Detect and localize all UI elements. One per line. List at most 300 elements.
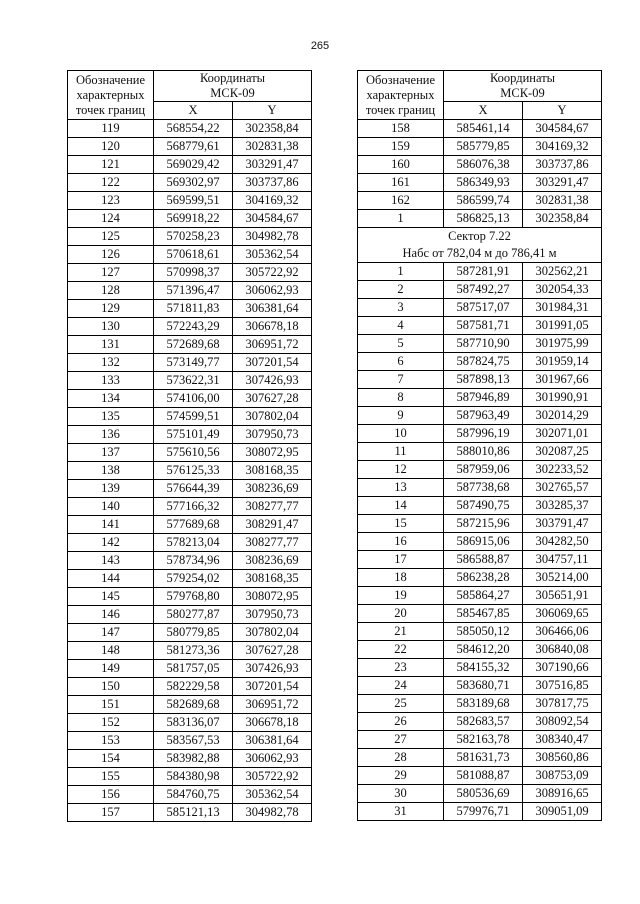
y-coordinate-cell: 306840,08 [523, 641, 602, 659]
point-number-cell: 127 [68, 264, 154, 282]
point-number-cell: 135 [68, 408, 154, 426]
x-coordinate-cell: 586076,38 [444, 156, 523, 174]
y-coordinate-cell: 302562,21 [523, 263, 602, 281]
x-coordinate-cell: 586238,28 [444, 569, 523, 587]
designation-header [68, 71, 154, 120]
point-number-cell: 15 [358, 515, 444, 533]
x-coordinate-cell: 578213,04 [154, 534, 233, 552]
y-coordinate-cell: 303737,86 [523, 156, 602, 174]
point-number-cell: 25 [358, 695, 444, 713]
x-coordinate-cell: 573149,77 [154, 354, 233, 372]
point-number-cell: 9 [358, 407, 444, 425]
point-number-cell: 2 [358, 281, 444, 299]
point-number-cell: 19 [358, 587, 444, 605]
y-coordinate-cell: 307201,54 [233, 354, 312, 372]
table-row [68, 408, 312, 426]
point-number-cell: 126 [68, 246, 154, 264]
y-coordinate-cell: 305722,92 [233, 264, 312, 282]
point-number-cell: 151 [68, 696, 154, 714]
y-coordinate-cell: 308168,35 [233, 570, 312, 588]
table-row [358, 605, 602, 623]
y-coordinate-cell: 304169,32 [233, 192, 312, 210]
x-coordinate-cell: 587517,07 [444, 299, 523, 317]
x-coordinate-cell: 582689,68 [154, 696, 233, 714]
table-row [68, 642, 312, 660]
table-row [358, 407, 602, 425]
x-coordinate-cell: 569029,42 [154, 156, 233, 174]
y-coordinate-cell: 301990,91 [523, 389, 602, 407]
table-row [68, 534, 312, 552]
coordinates-header [154, 71, 312, 102]
x-coordinate-cell: 568554,22 [154, 120, 233, 138]
designation-header-line: характерных [76, 87, 145, 102]
x-coordinate-cell: 575101,49 [154, 426, 233, 444]
x-coordinate-cell: 580779,85 [154, 624, 233, 642]
table-row [358, 749, 602, 767]
y-coordinate-cell: 303291,47 [523, 174, 602, 192]
y-coordinate-cell: 302831,38 [523, 192, 602, 210]
sector-subtitle: Набс от 782,04 м до 786,41 м [402, 246, 557, 260]
point-number-cell: 139 [68, 480, 154, 498]
table-row [358, 479, 602, 497]
header-row [68, 71, 312, 102]
x-coordinate-cell: 569302,97 [154, 174, 233, 192]
x-coordinate-cell: 571811,83 [154, 300, 233, 318]
x-coordinate-cell: 587710,90 [444, 335, 523, 353]
x-coordinate-cell: 585050,12 [444, 623, 523, 641]
y-coordinate-cell: 303791,47 [523, 515, 602, 533]
point-number-cell: 10 [358, 425, 444, 443]
x-coordinate-cell: 575610,56 [154, 444, 233, 462]
point-number-cell: 152 [68, 714, 154, 732]
x-coordinate-cell: 587898,13 [444, 371, 523, 389]
table-row [358, 677, 602, 695]
x-coordinate-cell: 579254,02 [154, 570, 233, 588]
x-coordinate-cell: 587946,89 [444, 389, 523, 407]
table-row [68, 804, 312, 822]
sector-title: Сектор 7.22 [448, 229, 511, 243]
y-coordinate-cell: 308753,09 [523, 767, 602, 785]
table-row [358, 174, 602, 192]
y-coordinate-cell: 301967,66 [523, 371, 602, 389]
point-number-cell: 121 [68, 156, 154, 174]
point-number-cell: 119 [68, 120, 154, 138]
table-row [68, 768, 312, 786]
x-coordinate-cell: 587490,75 [444, 497, 523, 515]
point-number-cell: 162 [358, 192, 444, 210]
table-row [68, 732, 312, 750]
designation-header-line: точек границ [365, 102, 436, 117]
y-coordinate-cell: 301991,05 [523, 317, 602, 335]
x-coordinate-cell: 585121,13 [154, 804, 233, 822]
y-coordinate-cell: 308236,69 [233, 552, 312, 570]
point-number-cell: 161 [358, 174, 444, 192]
y-coordinate-cell: 301984,31 [523, 299, 602, 317]
table-row [358, 335, 602, 353]
point-number-cell: 31 [358, 803, 444, 821]
y-coordinate-cell: 306951,72 [233, 336, 312, 354]
y-coordinate-cell: 302071,01 [523, 425, 602, 443]
table-row [68, 318, 312, 336]
designation-header-line: Обозначение [365, 72, 436, 87]
table-row [358, 281, 602, 299]
x-coordinate-cell: 568779,61 [154, 138, 233, 156]
y-coordinate-cell: 304757,11 [523, 551, 602, 569]
x-coordinate-cell: 573622,31 [154, 372, 233, 390]
point-number-cell: 29 [358, 767, 444, 785]
x-coordinate-cell: 574106,00 [154, 390, 233, 408]
point-number-cell: 1 [358, 263, 444, 281]
point-number-cell: 154 [68, 750, 154, 768]
y-coordinate-cell: 305722,92 [233, 768, 312, 786]
table-row [68, 624, 312, 642]
table-row [68, 300, 312, 318]
x-coordinate-cell: 585461,14 [444, 120, 523, 138]
table-row [358, 551, 602, 569]
point-number-cell: 124 [68, 210, 154, 228]
table-row [68, 192, 312, 210]
x-coordinate-cell: 585864,27 [444, 587, 523, 605]
point-number-cell: 4 [358, 317, 444, 335]
x-coordinate-cell: 574599,51 [154, 408, 233, 426]
table-row [358, 803, 602, 821]
table-row [358, 785, 602, 803]
table-row [358, 443, 602, 461]
y-column-header: Y [233, 102, 312, 120]
table-row [358, 263, 602, 281]
point-number-cell: 130 [68, 318, 154, 336]
table-row [68, 714, 312, 732]
x-coordinate-cell: 585467,85 [444, 605, 523, 623]
point-number-cell: 144 [68, 570, 154, 588]
x-coordinate-cell: 571396,47 [154, 282, 233, 300]
table-row [68, 606, 312, 624]
y-coordinate-cell: 305214,00 [523, 569, 602, 587]
x-coordinate-cell: 581631,73 [444, 749, 523, 767]
left-coordinates-table [67, 70, 312, 822]
table-row [358, 156, 602, 174]
point-number-cell: 26 [358, 713, 444, 731]
y-coordinate-cell: 302014,29 [523, 407, 602, 425]
y-coordinate-cell: 303737,86 [233, 174, 312, 192]
table-row [358, 731, 602, 749]
x-coordinate-cell: 572243,29 [154, 318, 233, 336]
y-coordinate-cell: 302054,33 [523, 281, 602, 299]
table-row [68, 498, 312, 516]
x-coordinate-cell: 587996,19 [444, 425, 523, 443]
header-row [358, 71, 602, 102]
x-coordinate-cell: 586599,74 [444, 192, 523, 210]
table-row [68, 390, 312, 408]
x-coordinate-cell: 570258,23 [154, 228, 233, 246]
point-number-cell: 137 [68, 444, 154, 462]
y-coordinate-cell: 307426,93 [233, 660, 312, 678]
coordinate-system-label: МСК-09 [500, 86, 545, 100]
y-coordinate-cell: 306381,64 [233, 732, 312, 750]
x-coordinate-cell: 569599,51 [154, 192, 233, 210]
point-number-cell: 18 [358, 569, 444, 587]
y-coordinate-cell: 301975,99 [523, 335, 602, 353]
table-row [358, 353, 602, 371]
point-number-cell: 3 [358, 299, 444, 317]
table-row [68, 210, 312, 228]
table-row [68, 246, 312, 264]
point-number-cell: 131 [68, 336, 154, 354]
x-coordinate-cell: 587581,71 [444, 317, 523, 335]
point-number-cell: 5 [358, 335, 444, 353]
point-number-cell: 160 [358, 156, 444, 174]
table-row [358, 192, 602, 210]
point-number-cell: 140 [68, 498, 154, 516]
y-coordinate-cell: 302765,57 [523, 479, 602, 497]
y-coordinate-cell: 308560,86 [523, 749, 602, 767]
y-coordinate-cell: 308340,47 [523, 731, 602, 749]
x-coordinate-cell: 587492,27 [444, 281, 523, 299]
x-coordinate-cell: 576644,39 [154, 480, 233, 498]
point-number-cell: 11 [358, 443, 444, 461]
table-row [358, 120, 602, 138]
y-coordinate-cell: 307190,66 [523, 659, 602, 677]
y-coordinate-cell: 305362,54 [233, 786, 312, 804]
y-coordinate-cell: 305651,91 [523, 587, 602, 605]
table-row [358, 461, 602, 479]
point-number-cell: 20 [358, 605, 444, 623]
x-coordinate-cell: 584155,32 [444, 659, 523, 677]
table-row [358, 299, 602, 317]
y-coordinate-cell: 302358,84 [523, 210, 602, 228]
x-coordinate-cell: 578734,96 [154, 552, 233, 570]
point-number-cell: 148 [68, 642, 154, 660]
point-number-cell: 149 [68, 660, 154, 678]
y-coordinate-cell: 306951,72 [233, 696, 312, 714]
point-number-cell: 156 [68, 786, 154, 804]
point-number-cell: 153 [68, 732, 154, 750]
table-row [68, 678, 312, 696]
point-number-cell: 30 [358, 785, 444, 803]
point-number-cell: 12 [358, 461, 444, 479]
table-row [358, 371, 602, 389]
point-number-cell: 28 [358, 749, 444, 767]
page-number: 265 [310, 40, 330, 52]
y-coordinate-cell: 307817,75 [523, 695, 602, 713]
point-number-cell: 13 [358, 479, 444, 497]
y-coordinate-cell: 304169,32 [523, 138, 602, 156]
table-row [68, 444, 312, 462]
y-coordinate-cell: 304982,78 [233, 228, 312, 246]
point-number-cell: 150 [68, 678, 154, 696]
y-coordinate-cell: 309051,09 [523, 803, 602, 821]
sector-row [358, 228, 602, 263]
y-coordinate-cell: 306069,65 [523, 605, 602, 623]
y-coordinate-cell: 308072,95 [233, 444, 312, 462]
table-row [358, 533, 602, 551]
table-row [68, 786, 312, 804]
point-number-cell: 120 [68, 138, 154, 156]
x-coordinate-cell: 584380,98 [154, 768, 233, 786]
point-number-cell: 24 [358, 677, 444, 695]
table-row [68, 696, 312, 714]
point-number-cell: 16 [358, 533, 444, 551]
point-number-cell: 132 [68, 354, 154, 372]
y-coordinate-cell: 308236,69 [233, 480, 312, 498]
x-coordinate-cell: 585779,85 [444, 138, 523, 156]
point-number-cell: 22 [358, 641, 444, 659]
y-coordinate-cell: 308291,47 [233, 516, 312, 534]
point-number-cell: 138 [68, 462, 154, 480]
table-row [358, 138, 602, 156]
table-row [68, 336, 312, 354]
table-row [358, 497, 602, 515]
point-number-cell: 134 [68, 390, 154, 408]
table-row [68, 516, 312, 534]
y-coordinate-cell: 305362,54 [233, 246, 312, 264]
table-row [68, 426, 312, 444]
table-row [68, 120, 312, 138]
table-row [68, 228, 312, 246]
y-coordinate-cell: 304584,67 [233, 210, 312, 228]
x-coordinate-cell: 579976,71 [444, 803, 523, 821]
x-column-header: X [444, 102, 523, 120]
table-row [358, 659, 602, 677]
table-row [358, 587, 602, 605]
y-coordinate-cell: 307950,73 [233, 606, 312, 624]
x-coordinate-cell: 586915,06 [444, 533, 523, 551]
table-row [68, 156, 312, 174]
x-coordinate-cell: 576125,33 [154, 462, 233, 480]
x-coordinate-cell: 572689,68 [154, 336, 233, 354]
point-number-cell: 129 [68, 300, 154, 318]
table-row [358, 767, 602, 785]
table-row [358, 695, 602, 713]
x-coordinate-cell: 577166,32 [154, 498, 233, 516]
point-number-cell: 155 [68, 768, 154, 786]
point-number-cell: 141 [68, 516, 154, 534]
point-number-cell: 146 [68, 606, 154, 624]
x-coordinate-cell: 582163,78 [444, 731, 523, 749]
x-coordinate-cell: 580277,87 [154, 606, 233, 624]
x-coordinate-cell: 587959,06 [444, 461, 523, 479]
x-coordinate-cell: 581273,36 [154, 642, 233, 660]
y-coordinate-cell: 307627,28 [233, 642, 312, 660]
point-number-cell: 128 [68, 282, 154, 300]
y-coordinate-cell: 304584,67 [523, 120, 602, 138]
y-coordinate-cell: 307426,93 [233, 372, 312, 390]
x-coordinate-cell: 581757,05 [154, 660, 233, 678]
y-coordinate-cell: 302831,38 [233, 138, 312, 156]
y-coordinate-cell: 301959,14 [523, 353, 602, 371]
point-number-cell: 6 [358, 353, 444, 371]
x-coordinate-cell: 582683,57 [444, 713, 523, 731]
y-coordinate-cell: 307627,28 [233, 390, 312, 408]
y-coordinate-cell: 302087,25 [523, 443, 602, 461]
x-coordinate-cell: 587738,68 [444, 479, 523, 497]
y-coordinate-cell: 303285,37 [523, 497, 602, 515]
y-coordinate-cell: 307516,85 [523, 677, 602, 695]
point-number-cell: 133 [68, 372, 154, 390]
table-row [358, 210, 602, 228]
table-row [68, 282, 312, 300]
table-row [68, 480, 312, 498]
y-coordinate-cell: 308277,77 [233, 498, 312, 516]
right-coordinates-table [357, 70, 602, 821]
point-number-cell: 27 [358, 731, 444, 749]
y-coordinate-cell: 306678,18 [233, 318, 312, 336]
point-number-cell: 23 [358, 659, 444, 677]
table-row [358, 317, 602, 335]
y-coordinate-cell: 302233,52 [523, 461, 602, 479]
y-coordinate-cell: 308072,95 [233, 588, 312, 606]
point-number-cell: 159 [358, 138, 444, 156]
coordinates-header-label: Координаты [489, 71, 556, 85]
table-row [358, 713, 602, 731]
coordinate-system-label: МСК-09 [210, 86, 255, 100]
y-coordinate-cell: 306381,64 [233, 300, 312, 318]
x-coordinate-cell: 587281,91 [444, 263, 523, 281]
point-number-cell: 21 [358, 623, 444, 641]
y-coordinate-cell: 308092,54 [523, 713, 602, 731]
x-coordinate-cell: 583680,71 [444, 677, 523, 695]
designation-header [358, 71, 444, 120]
table-row [358, 623, 602, 641]
y-column-header: Y [523, 102, 602, 120]
point-number-cell: 123 [68, 192, 154, 210]
point-number-cell: 14 [358, 497, 444, 515]
y-coordinate-cell: 308277,77 [233, 534, 312, 552]
x-coordinate-cell: 577689,68 [154, 516, 233, 534]
point-number-cell: 125 [68, 228, 154, 246]
x-coordinate-cell: 587824,75 [444, 353, 523, 371]
table-row [68, 372, 312, 390]
point-number-cell: 1 [358, 210, 444, 228]
table-row [68, 354, 312, 372]
y-coordinate-cell: 303291,47 [233, 156, 312, 174]
table-row [358, 569, 602, 587]
table-row [68, 750, 312, 768]
point-number-cell: 136 [68, 426, 154, 444]
coordinates-header-label: Координаты [199, 71, 266, 85]
y-coordinate-cell: 307802,04 [233, 624, 312, 642]
table-row [68, 588, 312, 606]
x-coordinate-cell: 588010,86 [444, 443, 523, 461]
y-coordinate-cell: 306062,93 [233, 750, 312, 768]
coordinates-header [444, 71, 602, 102]
table-row [358, 425, 602, 443]
x-coordinate-cell: 582229,58 [154, 678, 233, 696]
y-coordinate-cell: 307802,04 [233, 408, 312, 426]
table-row [68, 660, 312, 678]
x-coordinate-cell: 586349,93 [444, 174, 523, 192]
y-coordinate-cell: 307950,73 [233, 426, 312, 444]
point-number-cell: 158 [358, 120, 444, 138]
table-row [68, 462, 312, 480]
x-coordinate-cell: 587963,49 [444, 407, 523, 425]
point-number-cell: 143 [68, 552, 154, 570]
y-coordinate-cell: 307201,54 [233, 678, 312, 696]
designation-header-line: характерных [366, 87, 435, 102]
x-coordinate-cell: 583567,53 [154, 732, 233, 750]
x-coordinate-cell: 586588,87 [444, 551, 523, 569]
table-row [68, 174, 312, 192]
x-coordinate-cell: 586825,13 [444, 210, 523, 228]
table-row [68, 552, 312, 570]
point-number-cell: 142 [68, 534, 154, 552]
point-number-cell: 17 [358, 551, 444, 569]
table-row [68, 138, 312, 156]
table-row [68, 264, 312, 282]
point-number-cell: 145 [68, 588, 154, 606]
x-coordinate-cell: 583136,07 [154, 714, 233, 732]
y-coordinate-cell: 308168,35 [233, 462, 312, 480]
